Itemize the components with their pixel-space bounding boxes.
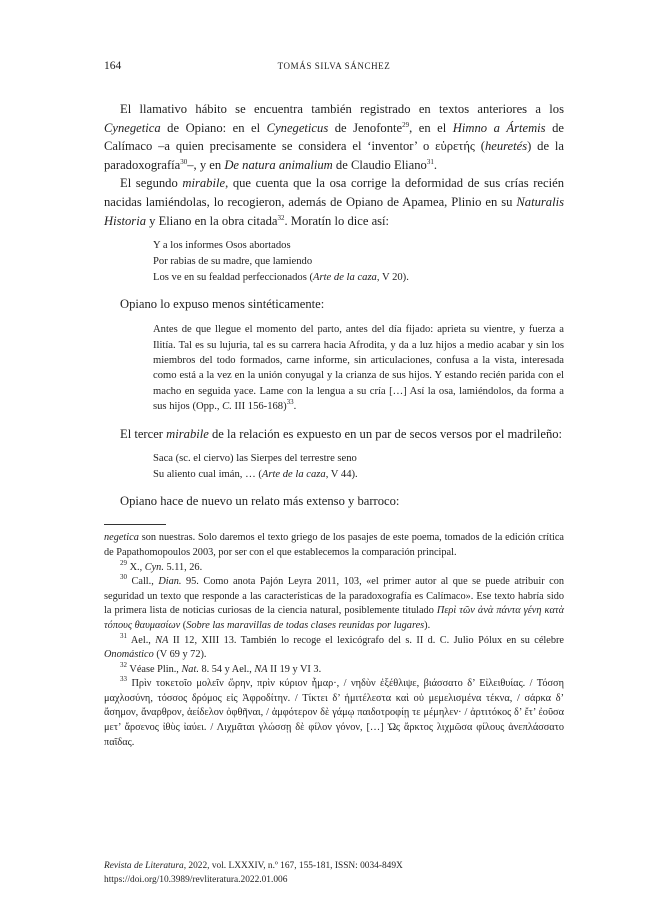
footnote-ref-32[interactable]: 32 — [277, 213, 285, 222]
footnotes — [104, 531, 564, 750]
footnote-33: $^{33}$ Πρὶν τοκετοῖο μολεῖν ὥρην, πρὶν κύριον ἦμαρ·, / νηδὺν ἐξέθλιψε, βιάσσατο δ’ Εἰλειθυίας. / Τόσση μαχλοσύνη, τόσσος δρόμος εἰς Ἀφροδίτην. / Τίκτει δ’ ἡμιτέλεστα καὶ οὐ μεμελισμένα τέκνα, / σάρκα δ’ ἄσημον, ἄναρθρον, ἀείδελον ὀφθῆναι, / ἀμφότερον δὲ γάμῳ παιδοτροφίῃ τε μέμηλεν· / ἀρτιτόκος δ’ ἔτ’ ἐοῦσα μετ’ ἄρσενος ἰθὺς ἰαύει. / Λιχμᾶται γλώσσῃ δὲ φίλον γόνον, […] Ὡς ἄρκτος λιχμῶσα φίλους ἀνεπλάσσατο παῖδας. — [104, 675, 564, 748]
paragraph-3: Opiano lo expuso menos sintéticamente: — [120, 296, 325, 311]
paragraph-1: El llamativo hábito se encuentra también registrado en textos anteriores a los Cynegetica de Opiano: en el Cynegeticus de Jenofonte$^{29}$, en el Himno a Ártemis de Calímaco –a quien precisamente se considera el ‘inventor’ o εὑρετής (heuretés) de la paradoxografía$^{30}$–, y en De natura animalium de Claudio Eliano$^{31}$. — [104, 102, 564, 172]
page-header — [104, 60, 564, 76]
page-footer — [104, 860, 403, 887]
footnote-29: $^{29}$ X., Cyn. 5.11, 26. — [120, 558, 203, 573]
footnote-32: $^{32}$ Véase Plin., Nat. 8. 54 y Ael., NA II 19 y VI 3. — [120, 660, 322, 675]
footnote-ref-30[interactable]: 30 — [180, 157, 188, 166]
main-text — [104, 100, 564, 510]
paragraph-2: El segundo mirabile, que cuenta que la osa corrige la deformidad de sus crías recién nacidas lamiéndolas, lo recogieron, además de Opiano de Apamea, Plinio en su Naturalis Historia y Eliano en la obra citada$^{32}$. Moratín lo dice así: — [104, 176, 564, 228]
verse-line: Por rabias de su madre, que lamiendo — [153, 255, 313, 267]
verse-line: Y a los informes Osos abortados — [153, 240, 291, 252]
footnote-30: $^{30}$ Call., Dian. 95. Como anota Pajón Leyra 2011, 103, «el primer autor al que se puede atribuir con seguridad un texto que responde a las características de la paradoxografía es Calímaco». Ese texto habría sido la primera lista de noticias curiosas de la ciencia natural, posiblemente titulado Περὶ τῶν ἀνὰ πάντα γένη κατὰ τόπους θαυμασίων (Sobre las maravillas de todas clases reunidas por lugares). — [104, 573, 564, 631]
paragraph-4: El tercer mirabile de la relación es expuesto en un par de secos versos por el madrileño: — [120, 426, 563, 441]
verse-line: Saca (sc. el ciervo) las Sierpes del terrestre seno — [153, 453, 357, 465]
footnote-31: $^{31}$ Ael., NA II 12, XIII 13. También lo recoge el lexicógrafo del s. II d. C. Julio Pólux en su célebre Onomástico (V 69 y 72). — [104, 631, 564, 661]
paragraph-5: Opiano hace de nuevo un relato más extenso y barroco: — [120, 493, 400, 508]
verse-quote-1 — [153, 238, 564, 285]
footnote-ref-33[interactable]: 33 — [286, 398, 294, 407]
verse-line: Su aliento cual imán, … (Arte de la caza, V 44). — [153, 468, 358, 480]
page-number: 164 — [104, 60, 122, 72]
verse-quote-2 — [153, 451, 564, 483]
footnote-continuation: negetica son nuestras. Solo daremos el texto griego de los pasajes de este poema, tomados de la edición crítica de Papathomopoulos 2003, por ser con el que establecemos la comparación principal. — [104, 532, 564, 558]
block-quote: Antes de que llegue el momento del parto, antes del día fijado: aprieta su vientre, y fuerza a Ilitía. Tal es su lujuria, tal es su carrera hacia Afrodita, y da a luz hijos a medio acabar y sin los miembros del todo formados, carne informe, sin articulaciones, confusa a la vista, interesada como está a la vez en la unión conyugal y la crianza de sus hijos. Y estando recién parida con el macho en seguida yace. Lame con la lengua a su cría […] Así la osa, lamiéndolos, da forma a sus hijos (Opp., C. III 156-168)$^{33}$. — [153, 324, 564, 413]
doi-link[interactable]: https://doi.org/10.3989/revliteratura.2022.01.006 — [104, 874, 288, 885]
journal-citation: Revista de Literatura, 2022, vol. LXXXIV, n.º 167, 155-181, ISSN: 0034-849X — [104, 861, 403, 871]
footnote-ref-29[interactable]: 29 — [402, 120, 410, 129]
running-head: TOMÁS SILVA SÁNCHEZ — [277, 61, 391, 71]
footnote-ref-31[interactable]: 31 — [426, 157, 434, 166]
page-content — [104, 100, 564, 750]
verse-line: Los ve en su fealdad perfeccionados (Arte de la caza, V 20). — [153, 271, 409, 283]
footnote-separator — [104, 524, 166, 525]
